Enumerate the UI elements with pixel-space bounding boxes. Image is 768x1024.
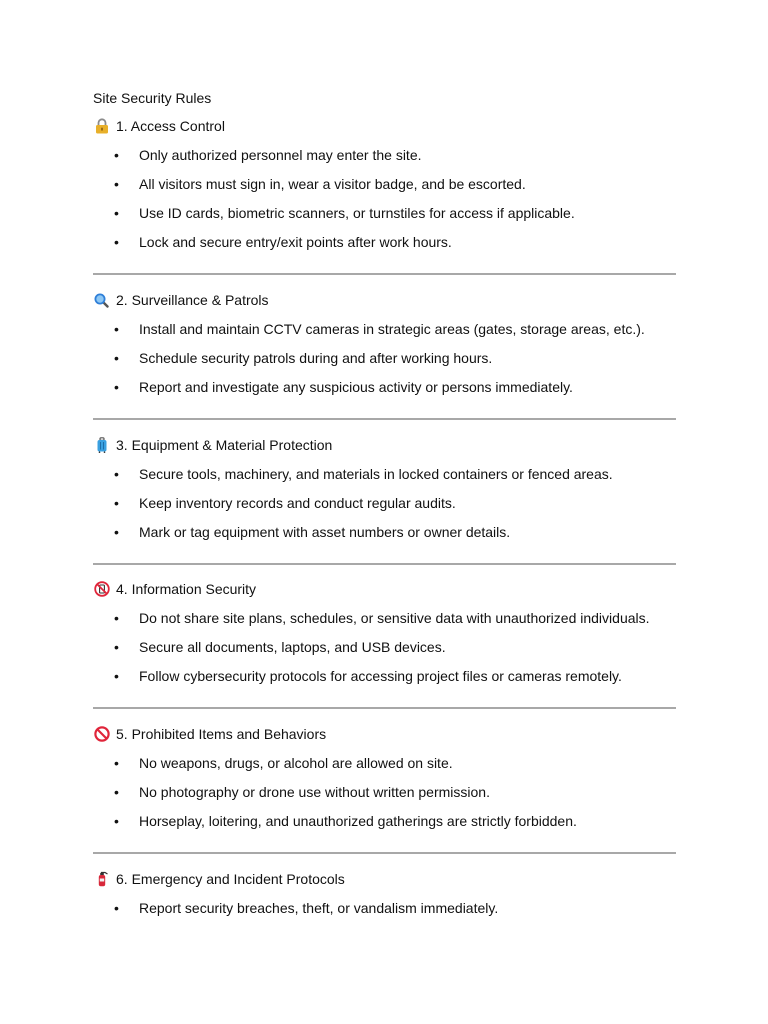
list-item-text: Lock and secure entry/exit points after work hours. (139, 234, 452, 250)
luggage-icon (93, 437, 110, 453)
list-item-text: No weapons, drugs, or alcohol are allowed on site. (139, 755, 453, 771)
bullet-glyph: • (114, 900, 119, 916)
section-heading-emergency-protocols (93, 870, 345, 888)
section-heading-text: 4. Information Security (116, 581, 257, 597)
section-divider (93, 707, 676, 709)
list-item (114, 320, 645, 338)
section-divider (93, 563, 676, 565)
section-heading-text: 6. Emergency and Incident Protocols (116, 871, 345, 887)
list-item-text: Keep inventory records and conduct regular audits. (139, 495, 456, 511)
bullet-glyph: • (114, 466, 119, 482)
section-heading-text: 1. Access Control (116, 118, 225, 134)
list-item (114, 638, 446, 656)
section-heading-equipment (93, 436, 332, 454)
list-item (114, 783, 490, 801)
section-heading-text: 3. Equipment & Material Protection (116, 437, 333, 453)
bullet-glyph: • (114, 784, 119, 800)
list-item (114, 146, 422, 164)
list-item (114, 523, 510, 541)
prohibited-icon (93, 726, 110, 742)
bullet-glyph: • (114, 755, 119, 771)
bullet-glyph: • (114, 668, 119, 684)
list-item-text: Report security breaches, theft, or vandalism immediately. (139, 900, 499, 916)
fire-extinguisher-icon (93, 871, 110, 887)
list-item (114, 609, 650, 627)
section-divider (93, 418, 676, 420)
lock-icon (93, 118, 110, 134)
section-divider (93, 273, 676, 275)
list-item-text: Horseplay, loitering, and unauthorized gatherings are strictly forbidden. (139, 813, 577, 829)
magnifying-glass-icon (93, 292, 110, 308)
list-item (114, 378, 573, 396)
section-heading-text: 5. Prohibited Items and Behaviors (116, 726, 327, 742)
list-item (114, 812, 577, 830)
list-item (114, 465, 613, 483)
list-item (114, 494, 456, 512)
bullet-glyph: • (114, 350, 119, 366)
section-heading-prohibited-items (93, 725, 326, 743)
list-item-text: Install and maintain CCTV cameras in strategic areas (gates, storage areas, etc.). (139, 321, 645, 337)
list-item-text: No photography or drone use without written permission. (139, 784, 490, 800)
section-heading-information-security (93, 580, 256, 598)
section-heading-access-control (93, 117, 225, 135)
list-item-text: Do not share site plans, schedules, or sensitive data with unauthorized individuals. (139, 610, 650, 626)
section-divider (93, 852, 676, 854)
bullet-glyph: • (114, 639, 119, 655)
bullet-glyph: • (114, 147, 119, 163)
bullet-glyph: • (114, 321, 119, 337)
list-item (114, 175, 526, 193)
list-item-text: Only authorized personnel may enter the site. (139, 147, 422, 163)
bullet-glyph: • (114, 205, 119, 221)
bullet-glyph: • (114, 524, 119, 540)
list-item-text: Use ID cards, biometric scanners, or turnstiles for access if applicable. (139, 205, 575, 221)
document-title: Site Security Rules (93, 90, 212, 106)
list-item (114, 754, 453, 772)
list-item-text: All visitors must sign in, wear a visitor badge, and be escorted. (139, 176, 526, 192)
list-item (114, 899, 498, 917)
bullet-glyph: • (114, 176, 119, 192)
list-item-text: Secure all documents, laptops, and USB devices. (139, 639, 446, 655)
section-heading-text: 2. Surveillance & Patrols (116, 292, 269, 308)
list-item (114, 204, 575, 222)
list-item (114, 667, 622, 685)
list-item (114, 349, 492, 367)
list-item-text: Report and investigate any suspicious activity or persons immediately. (139, 379, 573, 395)
section-heading-surveillance (93, 291, 269, 309)
list-item-text: Schedule security patrols during and after working hours. (139, 350, 493, 366)
no-mobile-phones-icon (93, 581, 110, 597)
list-item-text: Mark or tag equipment with asset numbers or owner details. (139, 524, 511, 540)
bullet-glyph: • (114, 495, 119, 511)
list-item-text: Follow cybersecurity protocols for accessing project files or cameras remotely. (139, 668, 622, 684)
bullet-glyph: • (114, 234, 119, 250)
bullet-glyph: • (114, 379, 119, 395)
list-item-text: Secure tools, machinery, and materials in locked containers or fenced areas. (139, 466, 613, 482)
list-item (114, 233, 452, 251)
bullet-glyph: • (114, 610, 119, 626)
bullet-glyph: • (114, 813, 119, 829)
